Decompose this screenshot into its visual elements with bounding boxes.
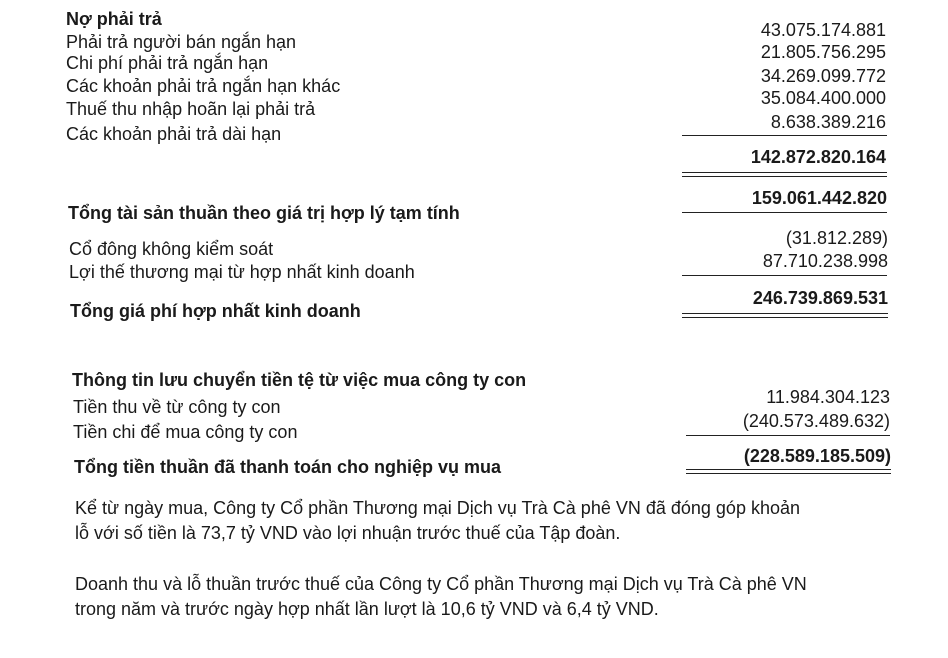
row-value: 11.984.304.123 [766,387,890,407]
row-value: 43.075.174.881 [760,20,886,40]
row-label: Chi phí phải trả ngắn hạn [66,53,269,73]
cashflow-heading: Thông tin lưu chuyển tiền tệ từ việc mua công ty con [72,370,527,390]
paragraph-line: Kể từ ngày mua, Công ty Cổ phần Thương mại Dịch vụ Trà Cà phê VN đã đóng góp khoản [75,498,800,518]
row-label: Các khoản phải trả ngắn hạn khác [66,76,341,96]
total-rule-bottom [686,473,891,474]
cashflow-total-value: (228.589.185.509) [743,446,891,466]
row-label: Tiền thu về từ công ty con [73,397,281,417]
cashflow-total-label: Tổng tiền thuần đã thanh toán cho nghiệp vụ mua [74,457,501,477]
row-label: Tiền chi để mua công ty con [73,422,298,442]
total-cost-value: 246.739.869.531 [752,288,888,308]
row-label: Phải trả người bán ngắn hạn [66,32,297,52]
row-value: 34.269.099.772 [760,66,886,86]
total-rule-top [682,313,888,314]
subtotal-rule [682,275,887,276]
row-label: Các khoản phải trả dài hạn [66,124,282,144]
liabilities-heading: Nợ phải trả [66,9,162,29]
total-rule-top [686,469,891,470]
row-value: (240.573.489.632) [742,411,890,431]
row-label: Lợi thế thương mại từ hợp nhất kinh doanh [69,262,415,282]
row-value: 21.805.756.295 [760,42,886,62]
note-paragraph [75,572,895,622]
net-assets-rule [682,212,887,213]
net-assets-value: 159.061.442.820 [751,188,887,208]
row-value: (31.812.289) [785,228,888,248]
row-value: 87.710.238.998 [762,251,888,271]
paragraph-line: lỗ với số tiền là 73,7 tỷ VND vào lợi nhuận trước thuế của Tập đoàn. [75,523,621,543]
total-rule-top [682,172,887,173]
paragraph-line: trong năm và trước ngày hợp nhất lần lượt là 10,6 tỷ VND và 6,4 tỷ VND. [75,599,659,619]
liabilities-total: 142.872.820.164 [750,147,886,167]
total-cost-label: Tổng giá phí hợp nhất kinh doanh [70,301,361,321]
row-value: 8.638.389.216 [770,112,886,132]
total-rule-bottom [682,176,887,177]
row-label: Thuế thu nhập hoãn lại phải trả [66,99,316,119]
paragraph-line: Doanh thu và lỗ thuần trước thuế của Công ty Cổ phần Thương mại Dịch vụ Trà Cà phê VN [75,574,807,594]
net-assets-label: Tổng tài sản thuần theo giá trị hợp lý tạm tính [68,203,460,223]
total-rule-bottom [682,317,888,318]
row-value: 35.084.400.000 [760,88,886,108]
subtotal-rule [686,435,890,436]
row-label: Cổ đông không kiểm soát [69,239,274,259]
note-paragraph [75,496,895,546]
subtotal-rule [682,135,887,136]
